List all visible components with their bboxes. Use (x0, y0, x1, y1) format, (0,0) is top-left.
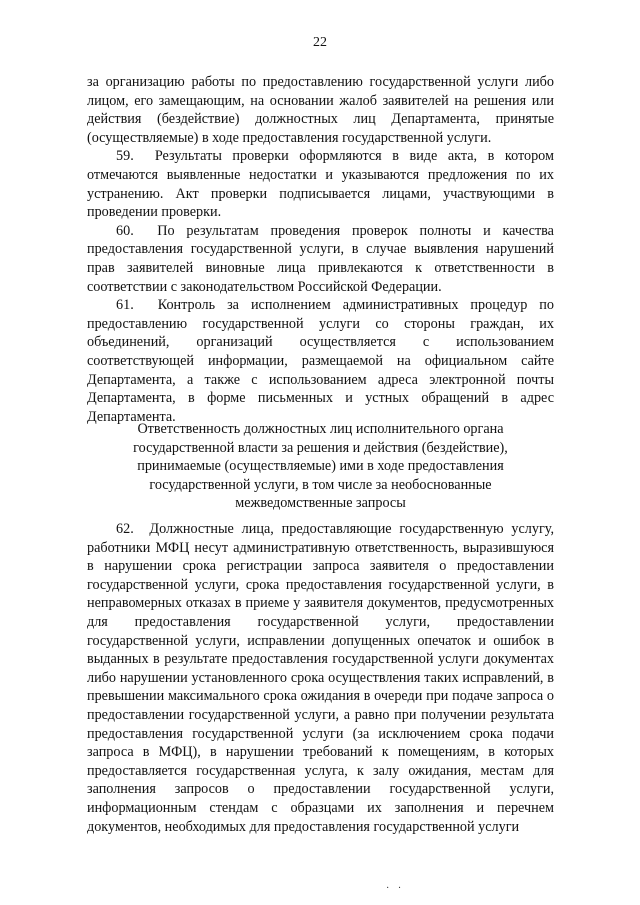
paragraph-59: 59. Результаты проверки оформляются в виде акта, в котором отмечаются выявленные недостатки и указываются предложения по их устранению. Акт проверки подписывается лицами, участвующими в проведении проверки. (87, 148, 554, 221)
heading-line: государственной услуги, в том числе за необоснованные (149, 476, 492, 493)
paragraph: за организацию работы по предоставлению государственной услуги либо лицом, его замещающим, на основании жалоб заявителей на решения или действия (бездействие) должностных лиц Департамента, принятые (осуществляемые) в ходе предоставления государственной услуги. (87, 74, 554, 146)
heading-line: государственной власти за решения и действия (бездействие), (133, 439, 508, 456)
heading-line: Ответственность должностных лиц исполнительного органа (137, 421, 504, 437)
paragraph-61: 61. Контроль за исполнением административных процедур по предоставлению государственной услуги со стороны граждан, их объединений, организаций осуществляется с использованием соответствующей информации, размещаемой на официальном сайте Департамента, а также с использованием адреса электронной почты Департамента, в форме письменных и устных обращений в адрес Департамента. (87, 297, 554, 425)
text-block-top (87, 73, 554, 426)
page-number: 22 (313, 35, 327, 50)
paragraph-62: 62. Должностные лица, предоставляющие государственную услугу, работники МФЦ несут административную ответственность, выразившуюся в нарушении срока регистрации запроса заявителя о предоставлении государственной услуги, срока предоставления государственной услуги, в неправомерных отказах в приеме у заявителя документов, предусмотренных для предоставления государственной услуги, предоставлении государственной услуги, исправлении допущенных опечаток и ошибок в выданных в результате предоставления государственной услуги документах либо нарушении установленного срока осуществления таких исправлений, в превышении максимального срока ожидания в очереди при подаче запроса о предоставлении государственной услуги, а равно при получении результата предоставления государственной услуги (за исключением срока подачи запроса в МФЦ), в нарушении требований к помещениям, в которых предоставляется государственная услуга, к залу ожидания, местам для заполнения запросов о предоставлении государственной услуги, информационным стендам с образцами их заполнения и перечнем документов, необходимых для предоставления государственной услуги (87, 521, 554, 835)
heading-line: принимаемые (осуществляемые) ими в ходе предоставления (137, 458, 504, 475)
text-block-bottom (87, 520, 554, 836)
scan-mark: · · (386, 883, 405, 894)
paragraph-60: 60. По результатам проведения проверок полноты и качества предоставления государственной услуги, в случае выявления нарушений прав заявителей виновные лица привлекаются к ответственности в соответствии с законодательством Российской Федерации. (87, 222, 554, 295)
heading-line: межведомственные запросы (235, 495, 406, 512)
section-heading (87, 420, 554, 513)
